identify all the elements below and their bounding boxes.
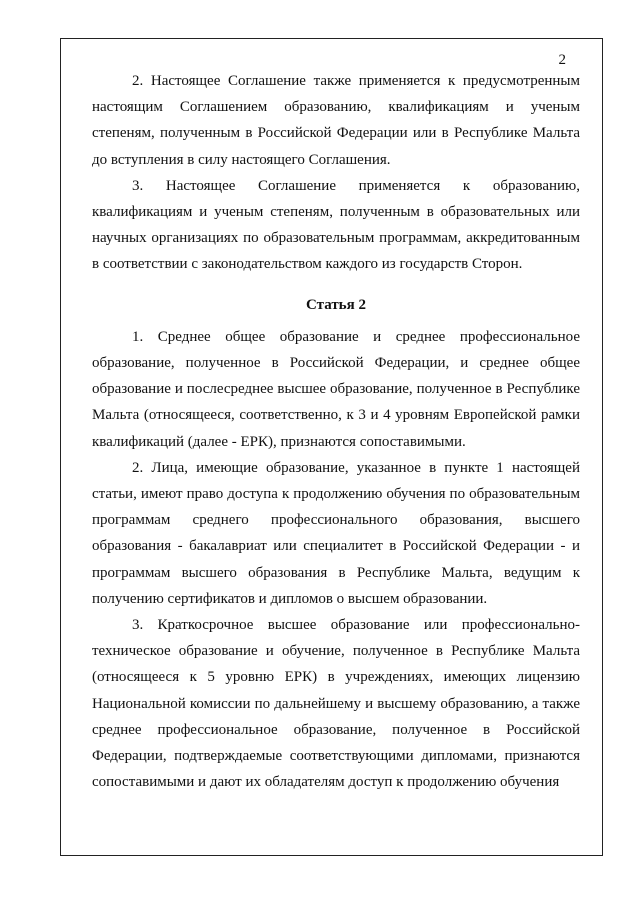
document-body bbox=[92, 68, 580, 795]
article-paragraph-1: 1. Среднее общее образование и среднее профессиональное образование, полученное в Российской Федерации, и среднее общее образование и послесреднее высшее образование, полученное в Республике Мальта (относящееся, соответственно, к 3 и 4 уровням Европейской рамки квалификаций (далее - ЕРК), признаются сопоставимыми. bbox=[92, 328, 580, 450]
page-number: 2 bbox=[558, 52, 566, 68]
article-paragraph-2: 2. Лица, имеющие образование, указанное в пункте 1 настоящей статьи, имеют право доступа к продолжению обучения по образовательным программам среднего профессионального образования, высшего образования - бакалавриат или специалитет в Российской Федерации - и программам высшего образования в Республике Мальта, ведущим к получению сертификатов и дипломов о высшем образовании. bbox=[92, 459, 580, 607]
paragraph-clause-2: 2. Настоящее Соглашение также применяется к предусмотренным настоящим Соглашением образованию, квалификациям и ученым степеням, полученным в Российской Федерации или в Республике Мальта до вступления в силу настоящего Соглашения. bbox=[92, 73, 580, 168]
article-paragraph-3: 3. Краткосрочное высшее образование или профессионально-техническое образование и обучение, полученное в Республике Мальта (относящееся к 5 уровню ЕРК) в учреждениях, имеющих лицензию Национальной комиссии по дальнейшему и высшему образованию, а также среднее профессиональное образование, полученное в Российской Федерации, подтверждаемые соответствующими дипломами, признаются сопоставимыми и дают их обладателям доступ к продолжению обучения bbox=[92, 617, 580, 791]
article-heading: Статья 2 bbox=[306, 296, 366, 313]
paragraph-clause-3: 3. Настоящее Соглашение применяется к образованию, квалификациям и ученым степеням, полученным в образовательных или научных организациях по образовательным программам, аккредитованным в соответствии с законодательством каждого из государств Сторон. bbox=[92, 177, 580, 273]
